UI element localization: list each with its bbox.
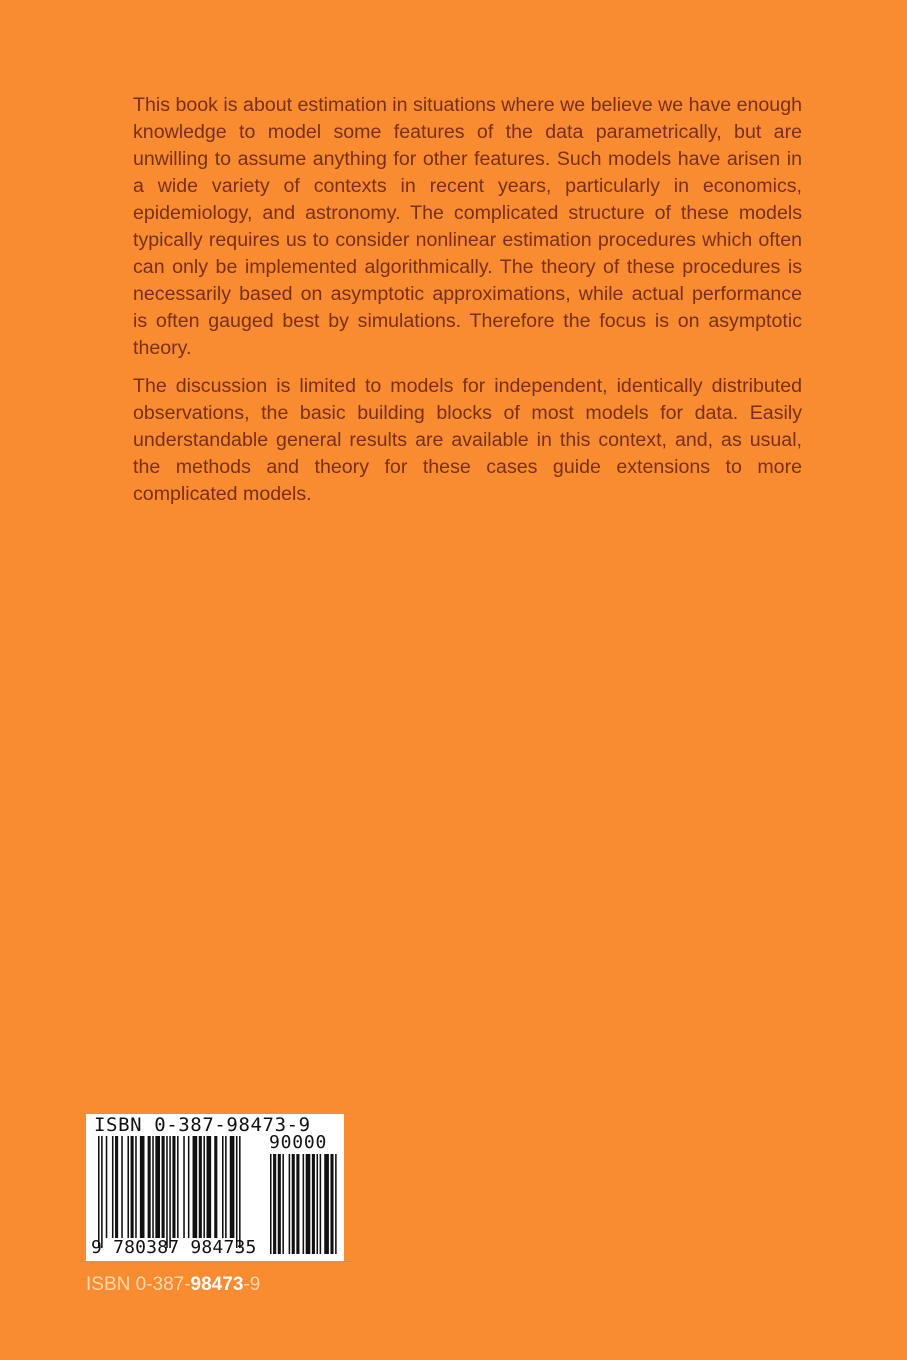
barcode-addon-bar [317,1154,319,1254]
barcode-bar [172,1136,175,1238]
barcode-addon-bar [289,1154,291,1254]
barcode-bar [162,1136,165,1238]
barcode-bar [193,1136,198,1238]
barcode-bar [112,1136,114,1238]
barcode-addon-bar [320,1154,322,1254]
blurb-paragraph-2: The discussion is limited to models for independent, identically distributed observations, the basic building blocks of most models for data. Easily understandable general results are available in this context, and, as usual, the methods and theory for these cases guide extensions to more complicated models. [133,375,802,505]
barcode-bar [127,1136,129,1238]
barcode-addon-digits: 90000 [269,1132,328,1153]
barcode-bar [214,1136,217,1238]
barcode-bar [169,1136,171,1248]
barcode-addon-bar [324,1154,329,1254]
barcode-bar [225,1136,227,1238]
barcode-bar [199,1136,202,1238]
barcode-addon-bar [292,1154,295,1254]
barcode-bar [140,1136,145,1238]
barcode-bar [239,1136,241,1248]
barcode-bar [166,1136,168,1248]
barcode-bar [121,1136,123,1238]
barcode-bar [155,1136,160,1238]
barcode-addon-bar [296,1154,299,1254]
barcode-bar [177,1136,179,1238]
isbn-footer-prefix: ISBN 0-387- [86,1274,191,1295]
barcode-addon-bar [278,1154,281,1254]
barcode-bar [135,1136,137,1238]
barcode-addon-bar [330,1154,333,1254]
isbn-barcode [86,1114,344,1261]
barcode-bar [203,1136,205,1238]
barcode-bar [152,1136,154,1238]
blurb-paragraph-1: This book is about estimation in situations where we believe we have enough knowledge to model some features of the data parametrically, but are unwilling to assume anything for other features. Such models have arisen in a wide variety of contexts in recent years, particularly in economics, epidemiology, and astronomy. The complicated structure of these models typically requires us to consider nonlinear estimation procedures which often can only be implemented algorithmically. The theory of these procedures is necessarily based on asymptotic approximations, while actual performance is often gauged best by simulations. Therefore the focus is on asymptotic theory. [133,94,802,359]
barcode-addon-bar [335,1154,337,1254]
barcode-bar [183,1136,185,1238]
barcode-addon-bar [303,1154,305,1254]
barcode-addon-bar [282,1154,284,1254]
barcode-bar [101,1136,103,1248]
barcode-bar [236,1136,238,1248]
isbn-footer [86,1274,260,1296]
barcode-addon-bar [273,1154,276,1254]
isbn-footer-bold: 98473 [190,1274,244,1295]
barcode-bar [188,1136,190,1238]
barcode-addon-bar [270,1154,272,1254]
barcode-bar [106,1136,108,1238]
barcode-bar [222,1136,224,1238]
barcode-bar [230,1136,235,1238]
barcode-bar [98,1136,100,1248]
barcode-addon-bar [312,1154,315,1254]
barcode-bar [131,1136,134,1238]
barcode-ean-digits: 9 780387 984735 [91,1237,257,1258]
barcode-addon-bar [306,1154,311,1254]
cover-blurb [133,92,802,519]
barcode-bar [207,1136,212,1238]
barcode-bar [148,1136,151,1238]
isbn-footer-suffix: -9 [243,1274,261,1295]
barcode-isbn-text: ISBN 0-387-98473-9 [94,1114,311,1136]
barcode-bar [115,1136,118,1238]
